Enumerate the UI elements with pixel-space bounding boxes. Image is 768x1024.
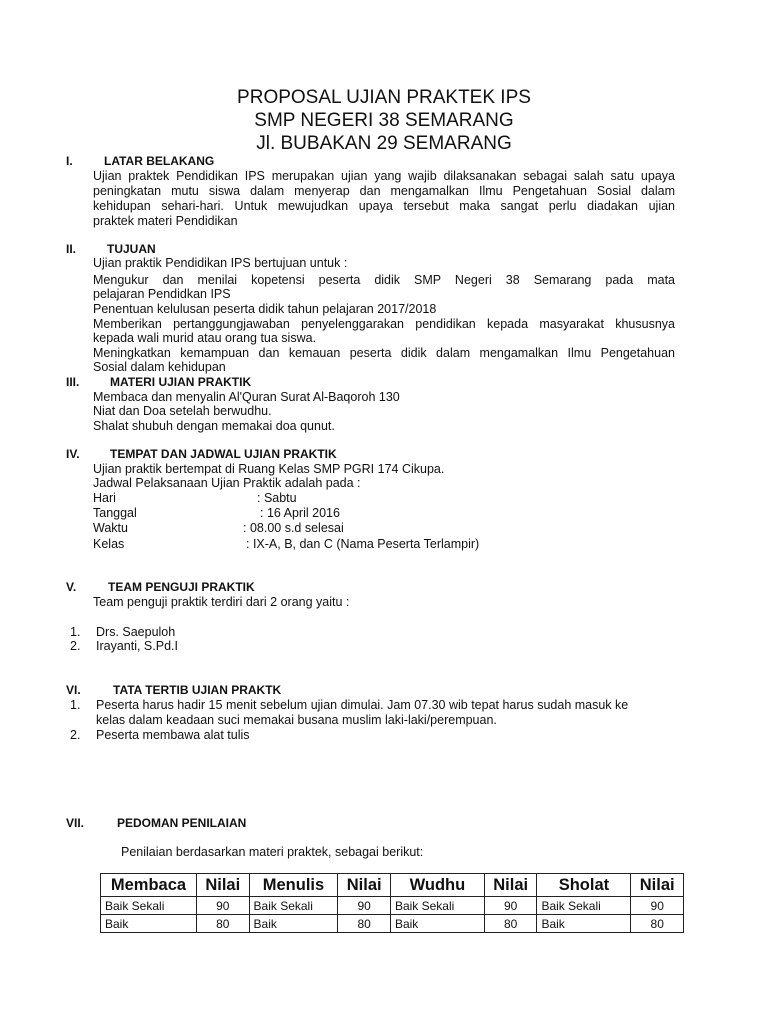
table-cell: 80 [196, 915, 249, 933]
table-cell: 80 [631, 915, 684, 933]
section-2-line: Memberikan pertanggungjawaban penyelenggarakan pendidikan kepada masyarakat khususnya [93, 317, 675, 331]
section-1-line: Ujian praktek Pendidikan IPS merupakan ujian yang wajib dilaksanakan sebagai salah satu upaya [93, 169, 675, 183]
schedule-day-value: : Sabtu [257, 491, 297, 505]
table-cell: Baik Sekali [101, 897, 197, 915]
section-4-heading: TEMPAT DAN JADWAL UJIAN PRAKTIK [110, 447, 337, 461]
section-2-line: kepada wali murid atau orang tua siswa. [93, 331, 317, 345]
table-header: Menulis [249, 874, 338, 897]
schedule-class-label: Kelas [93, 537, 125, 551]
examiner-name: Drs. Saepuloh [96, 625, 176, 639]
section-1-line: praktek materi Pendidikan [93, 214, 238, 228]
section-2-line: Mengukur dan menilai kopetensi peserta didik SMP Negeri 38 Semarang pada mata [93, 273, 675, 287]
table-cell: 90 [484, 897, 537, 915]
section-3-heading: MATERI UJIAN PRAKTIK [110, 375, 252, 389]
table-header: Wudhu [390, 874, 484, 897]
document-title: PROPOSAL UJIAN PRAKTEK IPS [237, 87, 531, 108]
section-1-number: I. [66, 154, 73, 168]
section-7-intro: Penilaian berdasarkan materi praktek, sebagai berikut: [121, 845, 424, 859]
section-4-line: Ujian praktik bertempat di Ruang Kelas SMP PGRI 174 Cikupa. [93, 462, 445, 476]
table-cell: Baik Sekali [537, 897, 631, 915]
rule-text-continued: kelas dalam keadaan suci memakai busana muslim laki-laki/perempuan. [96, 713, 497, 727]
examiner-name: Irayanti, S.Pd.I [96, 639, 178, 653]
rule-text: Peserta membawa alat tulis [96, 728, 250, 742]
table-header: Membaca [101, 874, 197, 897]
section-3-number: III. [66, 375, 80, 389]
table-cell: Baik Sekali [390, 897, 484, 915]
section-7-number: VII. [66, 816, 85, 830]
rule-number: 1. [70, 698, 81, 712]
section-7-heading: PEDOMAN PENILAIAN [117, 816, 247, 830]
schedule-date-label: Tanggal [93, 506, 137, 520]
table-row [101, 897, 684, 915]
section-3-line: Niat dan Doa setelah berwudhu. [93, 404, 272, 418]
examiner-number: 2. [70, 639, 81, 653]
grading-table [100, 873, 684, 933]
section-1-line: peningkatan mutu siswa dalam menyerap dan mengamalkan Ilmu Pengetahuan Sosial dalam [93, 184, 675, 198]
table-cell: 80 [484, 915, 537, 933]
table-cell: 90 [196, 897, 249, 915]
table-header: Nilai [196, 874, 249, 897]
section-2-line: Ujian praktik Pendidikan IPS bertujuan untuk : [93, 256, 348, 270]
schedule-class-value: : IX-A, B, dan C (Nama Peserta Terlampir) [246, 537, 480, 551]
section-2-line: pelajaran Pendidkan IPS [93, 287, 231, 301]
table-header: Nilai [631, 874, 684, 897]
section-4-number: IV. [66, 447, 80, 461]
school-name: SMP NEGERI 38 SEMARANG [254, 110, 514, 131]
table-cell: Baik [249, 915, 338, 933]
schedule-day-label: Hari [93, 491, 116, 505]
table-row [101, 915, 684, 933]
examiner-number: 1. [70, 625, 81, 639]
schedule-time-label: Waktu [93, 521, 128, 535]
table-header: Nilai [484, 874, 537, 897]
section-1-heading: LATAR BELAKANG [104, 154, 215, 168]
section-5-heading: TEAM PENGUJI PRAKTIK [108, 580, 255, 594]
table-cell: 90 [338, 897, 391, 915]
section-5-number: V. [66, 580, 77, 594]
table-cell: 90 [631, 897, 684, 915]
table-header: Nilai [338, 874, 391, 897]
section-6-number: VI. [66, 683, 81, 697]
section-4-line: Jadwal Pelaksanaan Ujian Praktik adalah pada : [93, 476, 361, 490]
table-cell: Baik [537, 915, 631, 933]
table-header-row [101, 874, 684, 897]
schedule-time-value: : 08.00 s.d selesai [243, 521, 344, 535]
table-header: Sholat [537, 874, 631, 897]
rule-text: Peserta harus hadir 15 menit sebelum ujian dimulai. Jam 07.30 wib tepat harus sudah masuk ke [96, 698, 629, 712]
table-cell: 80 [338, 915, 391, 933]
section-2-line: Penentuan kelulusan peserta didik tahun pelajaran 2017/2018 [93, 302, 437, 316]
rule-number: 2. [70, 728, 81, 742]
section-2-line: Sosial dalam kehidupan [93, 360, 226, 374]
section-1-line: kehidupan sehari-hari. Untuk mewujudkan upaya tersebut maka sangat perlu diadakan ujian [93, 199, 675, 213]
table-cell: Baik [390, 915, 484, 933]
section-2-heading: TUJUAN [107, 242, 156, 256]
section-2-line: Meningkatkan kemampuan dan kemauan peserta didik dalam mengamalkan Ilmu Pengetahuan [93, 346, 675, 360]
section-2-number: II. [66, 242, 77, 256]
school-address: Jl. BUBAKAN 29 SEMARANG [256, 133, 512, 154]
section-3-line: Shalat shubuh dengan memakai doa qunut. [93, 419, 335, 433]
section-3-line: Membaca dan menyalin Al'Quran Surat Al-Baqoroh 130 [93, 390, 400, 404]
section-6-heading: TATA TERTIB UJIAN PRAKTK [113, 683, 282, 697]
schedule-date-value: : 16 April 2016 [260, 506, 340, 520]
table-cell: Baik Sekali [249, 897, 338, 915]
table-cell: Baik [101, 915, 197, 933]
section-5-intro: Team penguji praktik terdiri dari 2 orang yaitu : [93, 595, 350, 609]
